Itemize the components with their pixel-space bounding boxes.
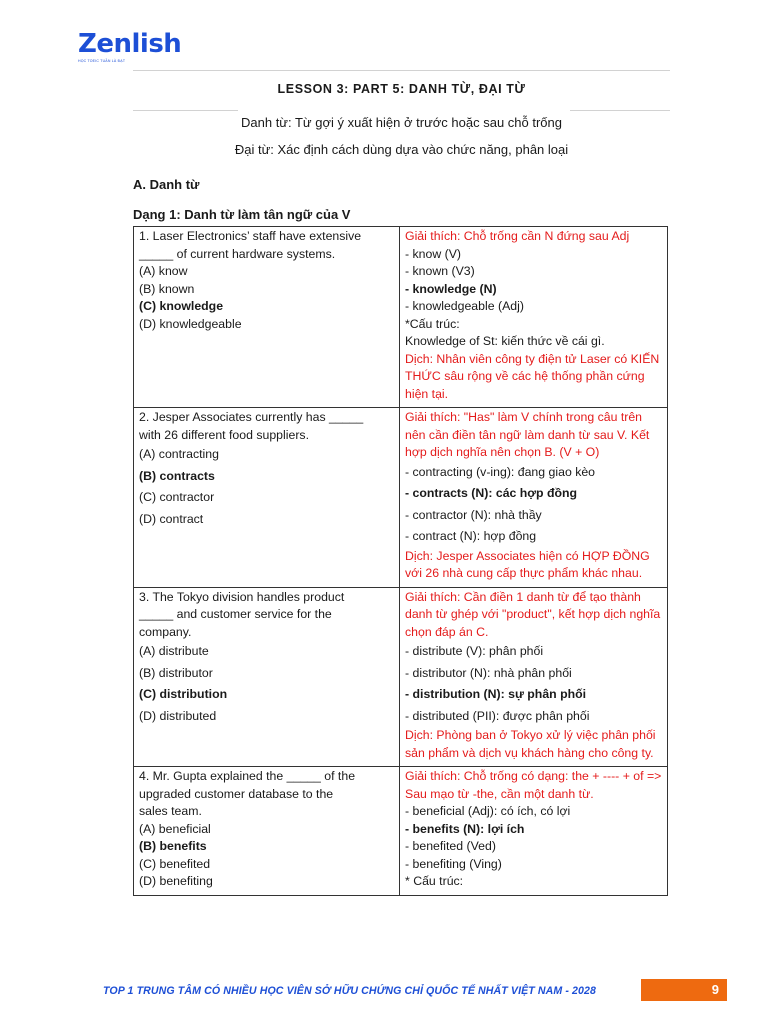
explanation-line: - contract (N): hợp đồng: [405, 529, 537, 543]
explanation-cell: [400, 227, 668, 408]
question-stem-line: with 26 different food suppliers.: [139, 427, 309, 442]
question-cell: [134, 227, 400, 408]
answer-option: (D) contract: [139, 511, 204, 526]
explanation-line: * Cấu trúc:: [405, 874, 464, 888]
explanation-line: - contracts (N): các hợp đồng: [405, 486, 578, 500]
table-row: [134, 408, 668, 588]
explanation-line: - distribute (V): phân phối: [405, 644, 544, 658]
explanation-line: - known (V3): [405, 264, 475, 278]
explanation-line: - know (V): [405, 246, 462, 261]
title-divider-left: [133, 110, 238, 111]
question-stem: [139, 589, 394, 642]
explanation-line: - knowledge (N): [405, 281, 497, 296]
answer-option: (B) known: [139, 281, 195, 296]
answer-option: (D) benefiting: [139, 874, 213, 888]
question-cell: [134, 587, 400, 767]
answer-option: (C) distribution: [139, 687, 228, 701]
answer-option: (C) contractor: [139, 490, 215, 504]
explanation-cell: [400, 587, 668, 767]
explanation-note: Dịch: Phòng ban ở Tokyo xử lý việc phân phối sản phẩm và dịch vụ khách hàng cho công ty.: [405, 728, 656, 760]
explanation-line: - distributed (PII): được phân phối: [405, 708, 590, 723]
lesson-title: LESSON 3: PART 5: DANH TỪ, ĐẠI TỪ: [277, 82, 526, 96]
question-stem: [139, 228, 394, 263]
answer-option: (B) benefits: [139, 839, 207, 853]
answer-option: (D) knowledgeable: [139, 316, 242, 331]
question-stem-line: 3. The Tokyo division handles product: [139, 589, 345, 604]
question-stem-line: sales team.: [139, 804, 202, 818]
answer-option: (C) benefited: [139, 856, 211, 871]
explanation-note: Giải thích: Chỗ trống có dạng: the + ---- + of => Sau mạo từ -the, cần một danh từ.: [405, 769, 662, 801]
question-cell: [134, 767, 400, 896]
logo-tagline: HỌC TOEIC TUẦN LÀ ĐẠT: [78, 59, 126, 63]
question-stem-line: 4. Mr. Gupta explained the _____ of the: [139, 769, 356, 783]
explanation-line: - contracting (v-ing): đang giao kèo: [405, 464, 596, 479]
explanation-line: - knowledgeable (Adj): [405, 299, 524, 313]
question-stem-line: company.: [139, 624, 192, 639]
table-row: [134, 227, 668, 408]
explanation-line: Knowledge of St: kiến thức về cái gì.: [405, 334, 605, 348]
explanation-line: - benefited (Ved): [405, 839, 496, 853]
logo-wordmark: Zenlish: [78, 29, 182, 59]
subsection-heading: Dạng 1: Danh từ làm tân ngữ của V: [133, 207, 351, 222]
explanation-line: - benefiting (Ving): [405, 856, 502, 871]
explanation-cell: [400, 408, 668, 588]
question-stem-line: _____ of current hardware systems.: [139, 246, 336, 261]
explanation-note: Dịch: Jesper Associates hiện có HỢP ĐỒNG với 26 nhà cung cấp thực phẩm khác nhau.: [405, 548, 650, 580]
explanation-note: Dịch: Nhân viên công ty điện tử Laser có KIẾN THỨC sâu rộng về các hệ thống phần cứng hiện tại.: [405, 351, 660, 401]
intro-noun-hint: Danh từ: Từ gợi ý xuất hiện ở trước hoặc sau chỗ trống: [241, 115, 562, 130]
question-stem-line: 1. Laser Electronics’ staff have extensive: [139, 229, 362, 243]
question-cell: [134, 408, 400, 588]
title-divider-right: [570, 110, 670, 111]
answer-option: (B) contracts: [139, 468, 215, 483]
explanation-note: Giải thích: Cần điền 1 danh từ để tạo thành danh từ ghép với "product", kết hợp dịch nghĩa chọn đáp án C.: [405, 589, 661, 639]
explanation-note: Giải thích: Chỗ trống cần N đứng sau Adj: [405, 229, 630, 243]
page-number: 9: [641, 979, 727, 1001]
question-stem: [139, 768, 394, 821]
explanation-line: - distribution (N): sự phân phối: [405, 687, 587, 701]
intro-pronoun-hint: Đại từ: Xác định cách dùng dựa vào chức năng, phân loại: [234, 142, 569, 157]
explanation-note: Giải thích: "Has" làm V chính trong câu trên nên cần điền tân ngữ làm danh từ sau V. Kết hợp dịch nghĩa nên chọn B. (V + O): [405, 410, 650, 459]
answer-option: (B) distributor: [139, 665, 213, 680]
question-stem-line: _____ and customer service for the: [139, 607, 332, 621]
table-row: [134, 767, 668, 896]
answer-option: (A) beneficial: [139, 821, 211, 836]
header-divider: [133, 70, 670, 71]
answer-option: (D) distributed: [139, 708, 217, 723]
question-stem: [139, 409, 394, 444]
question-stem-line: 2. Jesper Associates currently has _____: [139, 410, 364, 424]
explanation-line: - contractor (N): nhà thầy: [405, 507, 542, 522]
answer-option: (A) distribute: [139, 644, 209, 658]
table-row: [134, 587, 668, 767]
question-answer-table: [133, 226, 668, 896]
answer-option: (C) knowledge: [139, 299, 224, 313]
explanation-line: - beneficial (Adj): có ích, có lợi: [405, 804, 571, 818]
answer-option: (A) contracting: [139, 447, 219, 461]
section-heading: A. Danh từ: [133, 177, 200, 192]
zenlish-logo: [78, 29, 182, 63]
answer-option: (A) know: [139, 264, 188, 278]
question-stem-line: upgraded customer database to the: [139, 786, 334, 801]
footer-slogan: TOP 1 TRUNG TÂM CÓ NHIỀU HỌC VIÊN SỞ HỮU CHỨNG CHỈ QUỐC TẾ NHẤT VIỆT NAM - 2028: [103, 985, 597, 997]
explanation-cell: [400, 767, 668, 896]
explanation-line: - distributor (N): nhà phân phối: [405, 665, 572, 680]
explanation-line: *Cấu trúc:: [405, 316, 460, 331]
explanation-line: - benefits (N): lợi ích: [405, 821, 525, 836]
